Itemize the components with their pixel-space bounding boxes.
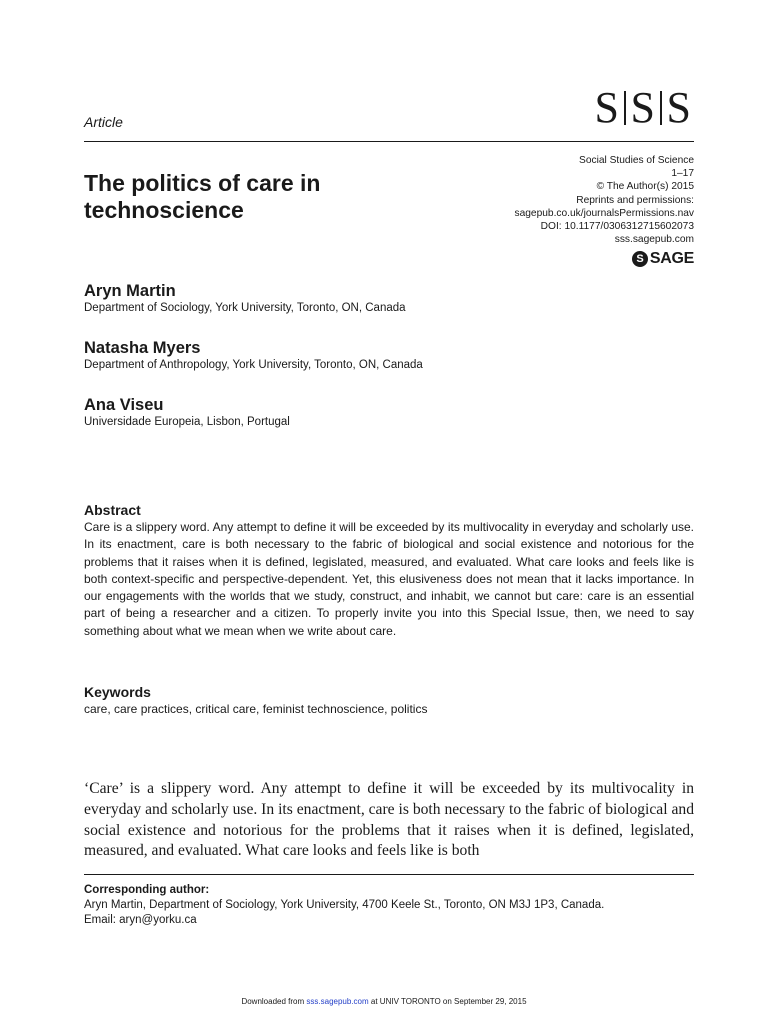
sage-s-icon: S <box>632 251 648 267</box>
doi[interactable]: DOI: 10.1177/0306312715602073 <box>540 221 694 233</box>
abstract-section <box>84 501 694 640</box>
author-block <box>84 281 684 316</box>
author-affiliation: Department of Anthropology, York University, Toronto, ON, Canada <box>84 359 423 371</box>
header-rule <box>84 141 694 142</box>
author-name: Ana Viseu <box>84 396 164 414</box>
keywords-text: care, care practices, critical care, feminist technoscience, politics <box>84 702 428 716</box>
logo-divider <box>660 91 662 125</box>
journal-logo <box>592 83 694 132</box>
abstract-heading: Abstract <box>84 502 141 518</box>
download-footer <box>0 997 768 1007</box>
corresponding-author-address: Aryn Martin, Department of Sociology, York University, 4700 Keele St., Toronto, ON M3J 1P3, Canada. <box>84 899 605 911</box>
corresponding-author-email[interactable]: Email: aryn@yorku.ca <box>84 914 197 926</box>
author-list <box>84 281 684 452</box>
footer-site-link[interactable]: sss.sagepub.com <box>306 997 369 1006</box>
journal-site-link[interactable]: sss.sagepub.com <box>614 234 694 246</box>
article-title: The politics of care in technoscience <box>84 170 321 223</box>
footer-prefix: Downloaded from <box>241 997 305 1006</box>
keywords-section <box>84 683 694 718</box>
article-type-label: Article <box>84 114 123 130</box>
corresponding-author-heading: Corresponding author: <box>84 884 210 896</box>
author-block <box>84 338 684 373</box>
abstract-text: Care is a slippery word. Any attempt to define it will be exceeded by its multivocality in everyday and scholarly use. In its enactment, care is both necessary to the fabric of biological and social existence and notorious for the problems that it raises when it is defined, legislated, measured, and evaluated. What care looks and feels like is both context-specific and perspective-dependent. Yet, this elusiveness does not mean that it lacks importance. In our engagements with the worlds that we study, construct, and inhabit, we cannot but care: care is an essential part of being a researcher and a citizen. To properly invite you into this Special Issue, then, we need to say something about what we mean when we write about care. <box>84 520 694 638</box>
body-paragraph: ‘Care’ is a slippery word. Any attempt to define it will be exceeded by its multivocality in everyday and scholarly use. In its enactment, care is both necessary to the fabric of biological and social existence and notorious for the problems that it raises when it is defined, legislated, measured, and evaluated. What care looks and feels like is both <box>84 780 694 860</box>
author-affiliation: Universidade Europeia, Lisbon, Portugal <box>84 416 290 428</box>
publisher-logo-text: SAGE <box>649 250 694 267</box>
journal-logo-letter: S <box>666 83 691 132</box>
keywords-heading: Keywords <box>84 684 151 700</box>
journal-logo-letter: S <box>630 83 656 132</box>
permissions-link[interactable]: sagepub.co.uk/journalsPermissions.nav <box>514 207 694 219</box>
publication-meta <box>514 154 694 246</box>
footer-suffix: at UNIV TORONTO on September 29, 2015 <box>370 997 527 1006</box>
copyright: © The Author(s) 2015 <box>596 181 694 193</box>
author-block <box>84 395 684 430</box>
author-name: Aryn Martin <box>84 282 176 300</box>
publisher-logo <box>632 250 694 268</box>
corresponding-author <box>84 883 704 928</box>
page-range: 1–17 <box>671 168 694 180</box>
journal-name: Social Studies of Science <box>579 155 694 166</box>
footnote-rule <box>84 874 694 875</box>
logo-divider <box>624 91 626 125</box>
author-affiliation: Department of Sociology, York University, Toronto, ON, Canada <box>84 302 406 314</box>
reprints-label: Reprints and permissions: <box>576 194 694 206</box>
journal-logo-letter: S <box>594 83 620 132</box>
author-name: Natasha Myers <box>84 339 201 357</box>
